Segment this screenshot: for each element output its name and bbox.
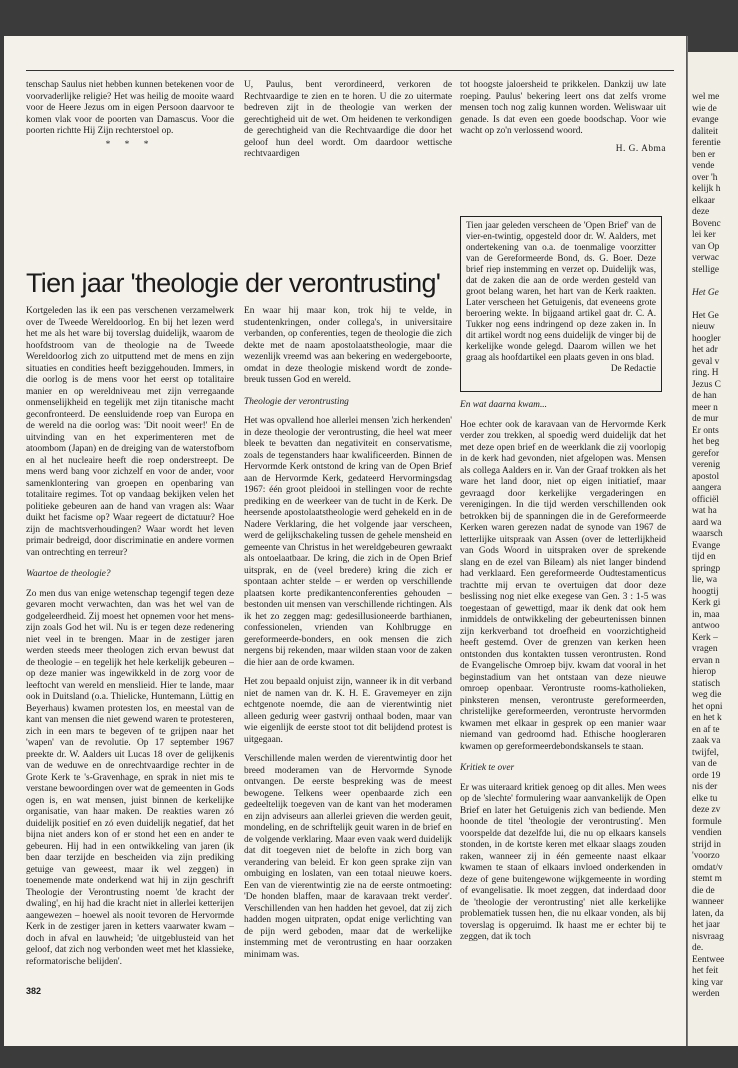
next-page-line: vendien (692, 828, 722, 838)
next-page-line: wie de (692, 103, 717, 114)
article-column-1 (26, 306, 234, 968)
next-page-line: Eentwee (692, 954, 725, 965)
next-page-line: lie, wa (692, 575, 717, 585)
article-paragraph: Er was uiteraard kritiek genoeg op dit alles. Men wees op de 'slechte' formulering waar aanvankelijk de Open Brief en later het Getuigenis zich van bediende. Men hoonde de titel 'theologie der verontrusting'. Men voorspelde dat dezelfde lui, die nu op elkaars kansels stonden, in de kortste keren met elkaar slaags zouden raken, wanneer zij in één gemeente naast elkaar kwamen te staan of elkaars invloed onderkenden in deze of gene buitengewone wijkgemeente in wording of evangelisatie. Ik moet zeggen, dat inderdaad door de 'theologie der verontrusting' niet alle kerkelijke problematiek tussen hen, die nu elkaar vonden, als bij toverslag is opgeruimd. Ik haast me er echter bij te zeggen, dat ik toch (460, 782, 666, 942)
next-page-line: elke tu (692, 793, 718, 804)
top-rule (26, 70, 674, 71)
next-page-line: Er onts (692, 425, 719, 436)
next-page-line: de han (692, 391, 717, 401)
next-page-line: tijd en (692, 552, 716, 562)
next-page-line: het opni (692, 701, 723, 712)
subheading-daarna: En wat daarna kwam... (460, 400, 547, 410)
next-page-line: hoogler (692, 333, 721, 344)
next-page-line: strijd in (692, 839, 721, 850)
next-page-line: verenig (692, 460, 721, 470)
next-page-line: hierop (692, 667, 716, 677)
next-page-line: lei ker (692, 230, 716, 240)
subheading-kritiek: Kritiek te over (460, 763, 515, 773)
next-page-line: in, maa (692, 609, 720, 620)
next-page-line: ben er (692, 149, 716, 160)
next-page-line: kelijk h (692, 184, 721, 194)
section-stars: * * * (105, 139, 155, 150)
next-page-line: deze (692, 207, 710, 217)
next-page-line: zaak va (692, 736, 721, 746)
next-page-line (692, 299, 724, 311)
next-page-line: Het Ge (692, 310, 719, 321)
top-col2-text: U, Paulus, bent verordineerd, verkoren de Rechtvaardige te zien en te horen. U die zo uitermate bedreven zijt in de theologie van werken der gerechtigheid uit de wet. Om heidenen te verkondigen de gerechtigheid van die Rechtvaardige die door het geloof hun deel wordt. Om daardoor wettische rechtvaardigen (244, 80, 452, 159)
next-page-line: springp (692, 563, 721, 574)
next-page-line: werden (692, 989, 720, 999)
next-page-line: van de (692, 759, 717, 769)
next-page-line: apostol (692, 471, 720, 482)
top-column-2 (244, 80, 452, 161)
top-col3-text: tot hoogste jaloersheid te prikkelen. Dankzij uw late roeping. Paulus' bekering leert ons dat zelfs vrome mensen toch nog zalig kunnen worden. Weliswaar uit genade. Is dat even een goede boodschap. Voor wie wacht op zo'n verlossend woord. (460, 80, 666, 136)
next-page-line: nis der (692, 782, 718, 792)
next-page-line: 'voorzo (692, 851, 720, 861)
article-paragraph: Zo men dus van enige wetenschap tegengif tegen deze gevaren mocht verwachten, dan was het wel van de godgeleerdheid. Zij moest het opnemen voor het mens-zijn zoals God het wil. Nu is er tegen deze redenering niet veel in te brengen. Maar in de zestiger jaren werden steeds meer theologen zich ervan bewust dat de theologie – en tegelijk het hele kerkelijk gebeuren – op deze manier was ingewikkeld in de zorg voor de leeftocht van wereld en menslieid. Hier te lande, maar ook in Duitsland (o.a. Thielicke, Huntemann, Lüttig en Beyerhaus) kwamen protesten los, en meestal van de kant van mensen die niet gewend waren te protesteren, zich in een mars te begeven of te grijpen naar het 'wapen' van de revolutie. Op 17 september 1967 preekte dr. W. Aalders uit Lucas 18 over de gelijkenis van de weduwe en de onrechtvaardige rechter in de Grote Kerk te 's-Gravenhage, en sprak in niet mis te verstane bewoordingen over wat de gemeenten in Gods ogen is, en wat mensen, juist binnen de kerkelijke organisatie, van haar maken. De reakties waren zó duidelijk positief en zó even duidelijk negatief, dat het bijna niet anders kon of er stond het een en ander te gebeuren. Hij had in een ontwikkeling van jaren (ik ben daar terzijde en bescheiden via zijn prediking getuige van geweest, maar ik wel zeggen) in toenemende mate onderkend wat hij in zijn geschrift Theologie der Verontrusting noemt 'de kracht der dwaling', en hij had die kracht niet in allerlei ketterijen aangewezen – hoewel als nooit tevoren de Hervormde Kerk in de zestiger jaren in ketters vaarwater kwam – doch in afval en lauwheid; 'de uitgeblusteid van het geloof, dat zich nog verbonden weet met het klassieke, reformatorische belijden'. (26, 588, 235, 967)
next-page-line: en het k (692, 713, 722, 723)
next-page-line: statisch (692, 678, 721, 689)
next-page-line: Jezus C (692, 379, 721, 390)
next-page-line: deze zv (692, 805, 721, 815)
author-signature: H. G. Abma (615, 143, 666, 154)
next-page-line: het feit (692, 966, 719, 976)
next-page-line: elkaar (692, 195, 715, 206)
next-page-line: twijfel, (692, 747, 719, 758)
top-col1-text: tenschap Saulus niet hebben kunnen betekenen voor de voorvaderlijke religie? Het was heilig de mooite waard voor de Heere Jezus om in eigen Persoon daarvoor te komen vlak voor de poorten van Damascus. Voor die poorten richtte Hij Zijn rechterstoel op. (26, 80, 234, 136)
magazine-page (4, 36, 686, 1046)
next-page-line: evange (692, 115, 719, 125)
next-page-line: ring. H (692, 368, 719, 378)
next-page-line: het beg (692, 437, 720, 447)
article-paragraph: Verschillende malen werden de vierentwintig door het breed moderamen van de Hervormde Synode ontvangen. De eerste bespreking was de meest bewogene. Telkens weer openbaarde zich een gedeeltelijk toegeven van de kant van het moderamen en zijn adviseurs aan allerlei grieven die werden geuit, mondeling, en de schriftelijk geuit waren in de brief en de volgende verklaring. Maar even vaak werd duidelijk dat dit toegeven niet de belofte in zich borg van verandering van beleid. Er kon geen sprake zijn van ombuiging en loslaten, van een totaal nieuwe koers. Een van de vierentwintig zie na de eerste ontmoeting: 'De honden blaffen, maar de karavaan trekt verder'. Verschillenden van hen hadden het gevoel, dat zij zich hadden mogen uitpraten, opdat enige verlichting van de pijn werd geboden, maar dat de werkelijke instemming met de verontrusting en haar oorzaken minimam was. (244, 754, 452, 960)
next-page-line: ervan n (692, 655, 720, 666)
next-page-line: van Op (692, 241, 720, 252)
next-page-line: king var (692, 977, 723, 988)
next-page-line: meer n (692, 402, 718, 413)
subheading-theologie: Theologie der verontrusting (244, 396, 349, 407)
next-page-line: nisvraag (692, 931, 724, 942)
next-page-line: omdat/v (692, 862, 723, 873)
next-page-line: Evange (692, 540, 721, 551)
next-page-line: ferentie (692, 138, 721, 148)
next-page-line: wanneer (692, 897, 724, 907)
article-paragraph: Het was opvallend hoe allerlei mensen 'zich herkenden' in deze theologie der verontrusting, die heel wat meer bleek te bevatten dan negativiteit en conservatisme, zoals de tegenstanders haar kwalificeerden. Binnen de Hervormde Kerk ontstond de kring van de Open Brief aan de Hervormde Kerk, gedateerd Hervormingsdag 1967: één groot pleidooi in stellingen voor de rechte prediking en de weerkeer van de tucht in de Kerk. De heersende apostolaatstheologie werd gehekeld en in de Nadere Verklaring, die het volgende jaar verscheen, werd de gelijkschakeling tussen de gehele mensheid en gemeente van Christus in het wereldgebeuren gewraakt als ontoelaatbaar. De kring, die zich in de Open Brief uitsprak, en de (veel bredere) kring die zich er spontaan achter stelde – er werden op verschillende plaatsen korte predikantenconferenties gehouden – bestonden uit mensen van verschillende richtingen. Als ik het zo zeggen mag: gedesillusioneerde barthianen, confessionelen, vrienden van Kohlbrugge en gereformeerde-bonders, en ook mensen die zich nergens bij rekenden, maar wilden staan voor de zaken die hier aan de orde kwamen. (244, 416, 452, 668)
next-page-line: het adr (692, 345, 718, 355)
next-page-line: Het Ge (692, 287, 719, 298)
article-paragraph: Het zou bepaald onjuist zijn, wanneer ik in dit verband niet de namen van dr. K. H. E. Gravemeyer en zijn echtgenote noemde, die aan de vierentwintig niet alleen gedurig weer gastvrij onthaal boden, maar van wie eigenlijk de eerste stoot tot dit belijdend protest is uitgegaan. (244, 677, 452, 745)
next-page-line: Kerk – (692, 632, 718, 643)
next-page-line: antwoo (692, 621, 720, 631)
next-page-line: vende (692, 161, 715, 171)
editorial-box (460, 216, 662, 392)
next-page-line: vragen (692, 644, 718, 654)
article-paragraph: En waar hij maar kon, trok hij te velde, in studentenkringen, onder collega's, in universitaire verbanden, op conferenties, tegen de theologie die zich dekte met de naam apostolaatstheologie, maar die wezenlijk vreemd was aan bekering en wedergeboorte, omdat in deze theologie miskend wordt de zonde-breuk tussen God en wereld. (244, 306, 452, 385)
article-paragraph: Kortgeleden las ik een pas verschenen verzamelwerk over de Tweede Wereldoorlog. En bij het lezen werd het me als het ware bij toverslag duidelijk, waarom de hoofdstroom van de theologie na de Tweede Wereldoorlog zich zo uitputtend met de mens en zijn situaties en condities heeft beziggehouden. Immers, in die oorlog is de mens voor het eerst op totalitaire manier en op wereldniveau met zijn verregaande onmenselijkheid en tegelijk met zijn titanische macht geconfronteerd. De eensluidende roep van Europa en de wereld na die oorlog was: 'Dit nooit weer!' En de uitvinding van en het experimenteren met de atoombom (Japan) en de dreiging van de waterstofbom en al het nucleaire heeft die roep onderstreept. De mens werd bang voor zichzelf en voor de ander, voor samenklontering van groepen en openbaring van totalitaire regimes. Tot op vandaag bekijken velen het politieke gebeuren aan de hand van vragen als: Waar duikt het facisme op? Waar regeert de dictatuur? Hoe zijn de machtsverhoudingen? Waar wordt het leven primair bedreigd, door discriminatie en andere vormen van ontrechting en terreur? (26, 306, 234, 558)
next-page-line: aangera (692, 483, 722, 493)
next-page-line: de mur (692, 414, 719, 424)
next-page-line: orde 19 (692, 770, 721, 781)
top-column-3 (460, 80, 666, 155)
next-page-line: wat ha (692, 506, 717, 516)
next-page-line (692, 276, 724, 288)
article-column-2 (244, 306, 452, 961)
next-page-line: daliteit (692, 126, 719, 137)
next-page-line: laten, da (692, 908, 724, 919)
page-number: 382 (26, 986, 42, 996)
next-page-line: wel me (692, 92, 720, 102)
next-page-line: officiël (692, 494, 719, 505)
next-page-line: Bovenc (692, 218, 721, 229)
next-page-edge (688, 52, 738, 1046)
next-page-line: aard wa (692, 517, 722, 528)
next-page-line: nieuw (692, 322, 715, 332)
editorial-signoff: De Redactie (610, 363, 656, 373)
next-page-line: die de (692, 885, 715, 896)
next-page-line: waarsch (692, 529, 723, 539)
next-page-line: formule (692, 816, 722, 827)
next-page-line: het jaar (692, 920, 720, 930)
article-paragraph: Hoe echter ook de karavaan van de Hervormde Kerk verder zou trekken, al spoedig werd duidelijk dat het met deze open brief en de weerklank die zij voorlopig in de kerk had gevonden, niet afgelopen was. Mensen als collega Aalders en ir. Van der Graaf trokken als het ware het land door, niet op eigen initiatief, maar gevraagd door kerkelijke vergaderingen en verenigingen. In die tijd werden verschillenden ook betrokken bij de spanningen die in de Gereformeerde Kerken waren gerezen nadat de synode van 1967 de letterlijke uitspraak van Assen (over de letterlijkheid van Gods Woord in uitspraken over de sprekende slang en de ezel van Bileam) als niet langer bindend had verklaard. Een gereformeerde Oudtestamenticus trachtte mij ervan te overtuigen dat door deze beslissing nog niet elke exegese van Gen. 3 : 1-5 was toegestaan of gewettigd, maar ik denk dat ook hem inmiddels de ontwikkeling der gebeurtenissen binnen zijn kerkverband tot droefheid en voorzichtigheid heeft gestemd. Over de grenzen van kerken heen ontstonden dus kontakten tussen verontrusten. Rond de Evangelische Omroep bijv. kwam dat vooral in het beginstadium van het ontstaan van deze nieuwe omroep openbaar. Verontruste rooms-katholieken, pinksteren mensen, verontruste gereformeerden, christelijke gereformeerden, verontruste hervormden kwamen met elkaar in gesprek op een manier waar niemand van gedroomd had. Ethische hoogleraren kwamen op gereformeerdebondskansels te staan. (460, 419, 666, 752)
next-page-line: gerefor (692, 448, 720, 459)
headline: Tien jaar 'theologie der verontrusting' (26, 268, 441, 298)
next-page-line: verwac (692, 253, 720, 263)
subheading-waartoe: Waartoe de theologie? (26, 569, 111, 579)
next-page-line: stemt m (692, 874, 722, 884)
article-column-3 (460, 400, 666, 944)
next-page-line: weg die (692, 690, 722, 700)
editorial-text: Tien jaar geleden verscheen de 'Open Brief' van de vier-en-twintig, opgesteld door dr. W. Aalders, met ondertekening van o.a. de toenmalige voorzitter van de Gereformeerde Bond, ds. G. Boer. Deze brief riep instemming en verzet op. Duidelijk was, dat de zaken die aan de orde werden gesteld van groot belang waren, het hart van de Kerk raakten. Later verscheen het Getuigenis, dat eveneens grote beroering wekte. In bijgaand artikel gaat dr. C. A. Tukker nog eens indringend op deze zaken in. In dit artikel wordt nog eens duidelijk de vinger bij de kerkelijke wonde gelegd. Daarom willen we het graag als hoofdartikel een plaats geven in ons blad. (466, 220, 656, 362)
next-page-line: hoogtij (692, 586, 719, 597)
top-column-1 (26, 80, 234, 151)
next-page-line: over 'h (692, 172, 718, 183)
next-page-line: geval v (692, 356, 720, 367)
next-page-line: de. (692, 943, 704, 953)
next-page-line: en af te (692, 724, 720, 735)
next-page-text (692, 92, 724, 1001)
next-page-line: stellige (692, 264, 720, 275)
next-page-line: Kerk gi (692, 598, 721, 608)
